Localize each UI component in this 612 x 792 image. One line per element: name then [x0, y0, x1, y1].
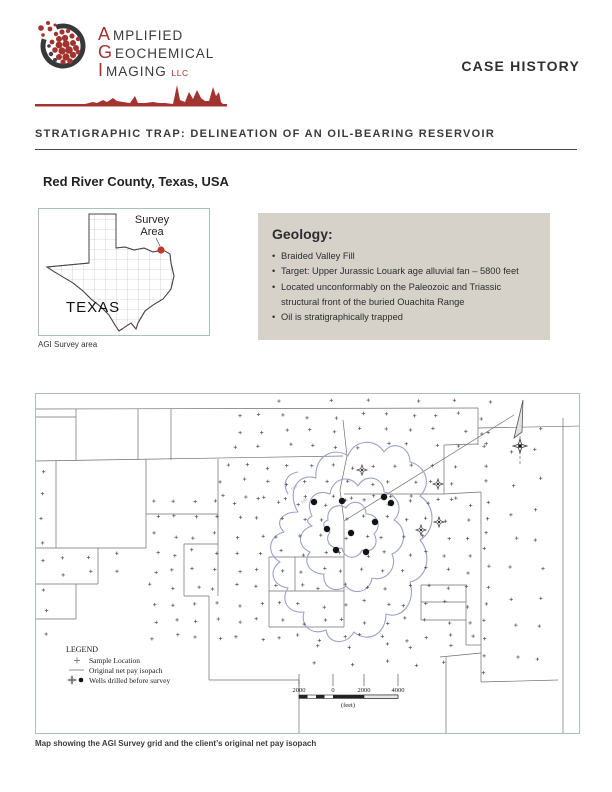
survey-area-leader-line [156, 238, 160, 246]
texas-state-label: TEXAS [66, 299, 121, 316]
geology-bullet: • Located unconformably on the Paleozoic and Triassic structural front of the buried Ouachita Range [272, 280, 538, 311]
survey-area-label-line2: Area [140, 226, 164, 238]
legend-item-label: Sample Location [89, 656, 141, 665]
legend-item-label: Original net pay isopach [89, 666, 163, 675]
agi-logo [35, 16, 285, 81]
geology-bullet: • Target: Upper Jurassic Louark age alluvial fan – 5800 feet [272, 264, 538, 279]
legend-item-label: Wells drilled before survey [89, 676, 171, 685]
case-history-label: CASE HISTORY [461, 58, 580, 74]
geology-panel [258, 213, 550, 340]
logo-line-2: G EOCHEMICAL [98, 42, 215, 62]
texas-inset-figure [38, 208, 210, 349]
location-heading: Red River County, Texas, USA [43, 174, 229, 189]
texas-map-box [38, 208, 210, 336]
logo-line-3: I MAGING LLC [98, 60, 189, 80]
survey-map-caption: Map showing the AGI Survey grid and the client’s original net pay isopach [35, 739, 317, 748]
pre-survey-well-icon [68, 676, 83, 684]
agi-logo-emblem-icon [35, 16, 91, 74]
geology-bullet: • Oil is stratigraphically trapped [272, 310, 538, 325]
map-legend [66, 645, 170, 685]
texas-map-icon [39, 209, 209, 335]
survey-area-label-line1: Survey [134, 214, 170, 226]
contour-value-label: 100 [289, 483, 299, 492]
header [35, 16, 285, 108]
scale-unit-label: (feet) [340, 702, 356, 709]
legend-title: LEGEND [66, 645, 98, 654]
contour-value-label: 100 [299, 496, 309, 505]
sample-location-icon [74, 658, 80, 664]
agi-logo-wordmark [98, 16, 214, 81]
geology-heading: Geology: [272, 226, 333, 242]
page-title: STRATIGRAPHIC TRAP: DELINEATION OF AN OIL-BEARING RESERVOIR [35, 128, 577, 150]
geology-bullet-list [272, 249, 538, 326]
survey-map [36, 394, 579, 733]
logo-line-1: A MPLIFIED [98, 24, 184, 44]
survey-map-figure [35, 393, 580, 748]
survey-map-box [35, 393, 580, 734]
sample-location-marks [39, 398, 544, 674]
north-arrow-icon [513, 400, 527, 464]
chromatogram-trace-icon [35, 82, 227, 108]
geology-bullet: • Braided Valley Fill [272, 249, 538, 264]
scale-label: 2000 [357, 687, 371, 694]
scale-label: 2000 [292, 687, 306, 694]
texas-figure-caption: AGI Survey area [38, 340, 98, 349]
scale-label: 0 [331, 687, 335, 694]
survey-area-dot [157, 246, 164, 253]
net-pay-isopach-contours [271, 442, 432, 641]
scale-label: 4000 [391, 687, 405, 694]
map-scale-bar [293, 674, 405, 709]
